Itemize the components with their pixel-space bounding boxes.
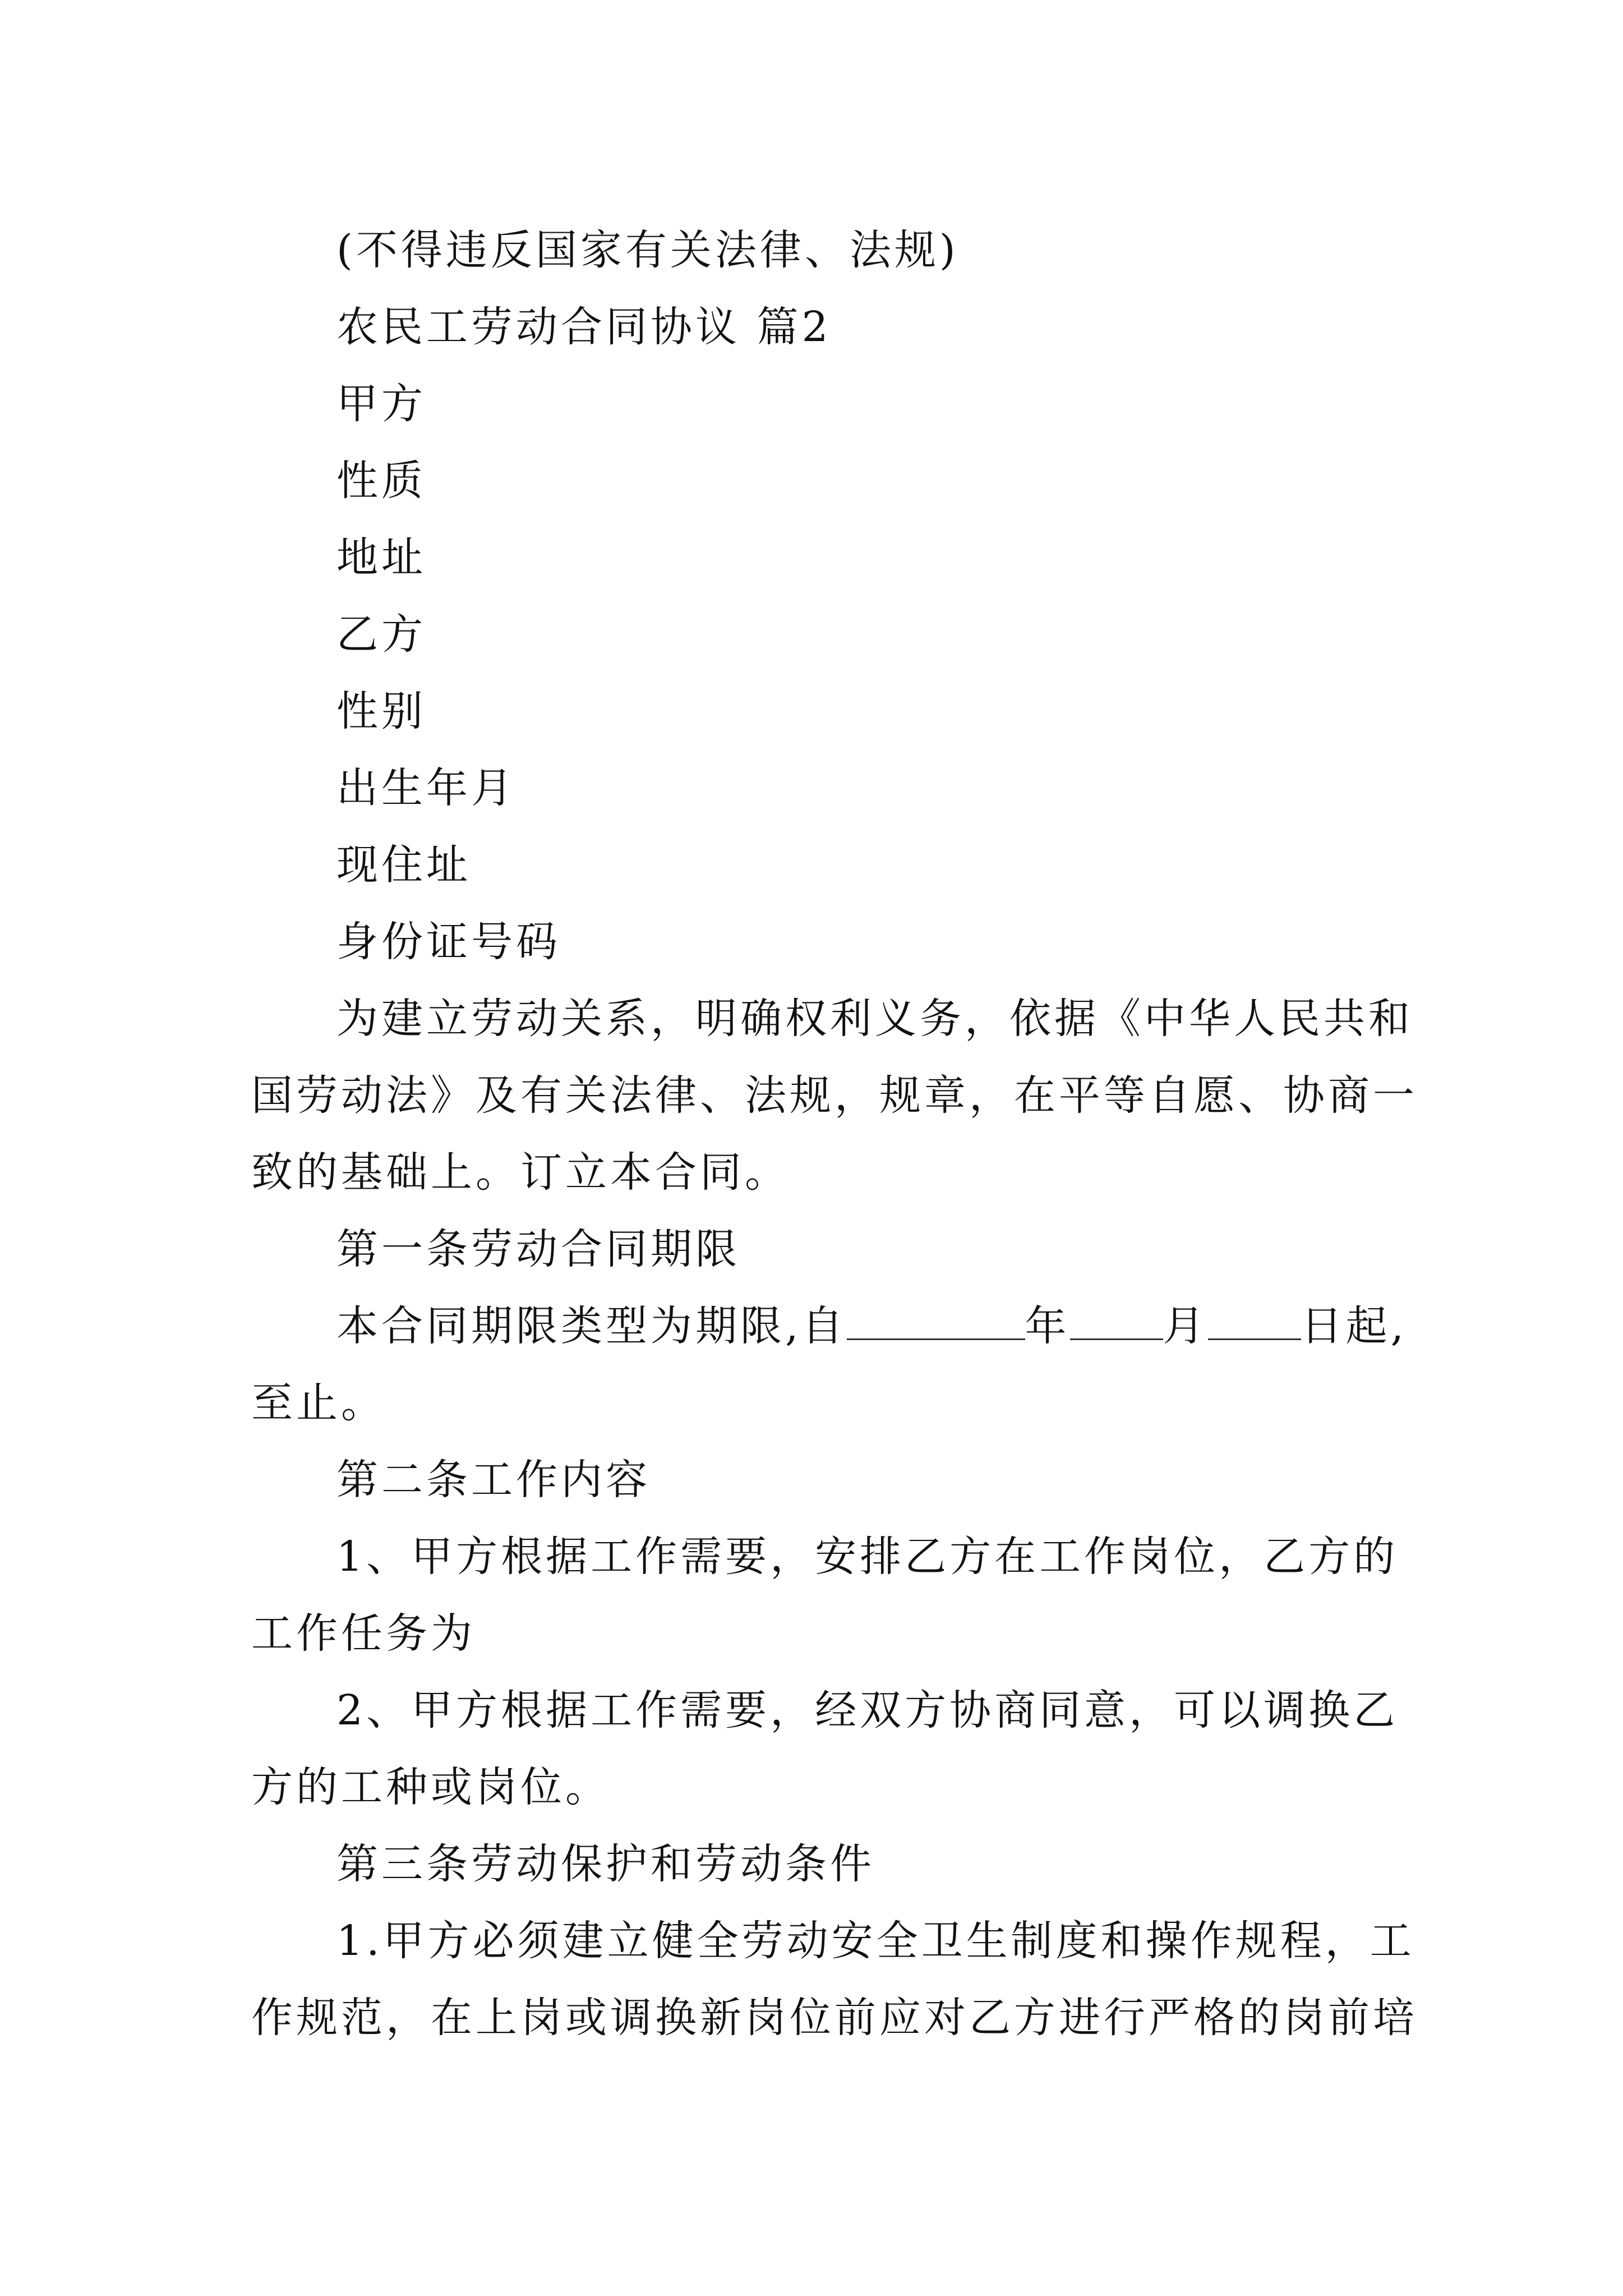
field-party-a: 甲方 [336,380,426,428]
note-line: (不得违反国家有关法律、法规) [336,226,959,274]
term-prefix: 本合同期限类型为期限,自 [336,1302,847,1350]
paragraph-line: 2、甲方根据工作需要，经双方协商同意，可以调换乙 [336,1686,1399,1734]
paragraph-line: 致的基础上。订立本合同。 [251,1148,790,1197]
field-party-b: 乙方 [336,610,426,659]
paragraph-line: 作规范，在上岗或调换新岗位前应对乙方进行严格的岗前培 [251,1994,1418,2042]
field-nature: 性质 [336,457,426,505]
paragraph-line: 为建立劳动关系，明确权利义务，依据《中华人民共和 [336,995,1413,1043]
paragraph-line: 至止。 [251,1379,386,1427]
day-blank [1208,1301,1301,1340]
field-birth-date: 出生年月 [336,764,516,812]
article-2-heading: 第二条工作内容 [336,1456,651,1504]
paragraph-line: 1、甲方根据工作需要，安排乙方在工作岗位，乙方的 [336,1533,1399,1581]
day-label: 日起, [1301,1302,1408,1350]
paragraph-line: 国劳动法》及有关法律、法规，规章，在平等自愿、协商一 [251,1071,1418,1120]
article-3-heading: 第三条劳动保护和劳动条件 [336,1840,875,1888]
article-1-heading: 第一条劳动合同期限 [336,1225,740,1273]
field-address: 地址 [336,533,426,582]
month-blank [1070,1301,1163,1340]
year-label: 年 [1025,1302,1070,1350]
year-blank [847,1301,1025,1340]
document-body [251,212,1418,2056]
contract-term-line [251,1288,1408,1365]
paragraph-line: 1.甲方必须建立健全劳动安全卫生制度和操作规程，工 [336,1917,1415,1965]
field-current-address: 现住址 [336,841,471,889]
paragraph-line: 工作任务为 [251,1609,476,1658]
section-title: 农民工劳动合同协议 篇2 [336,303,832,351]
field-gender: 性别 [336,687,426,735]
field-id-number: 身份证号码 [336,918,561,966]
paragraph-line: 方的工种或岗位。 [251,1763,610,1811]
month-label: 月 [1163,1302,1208,1350]
